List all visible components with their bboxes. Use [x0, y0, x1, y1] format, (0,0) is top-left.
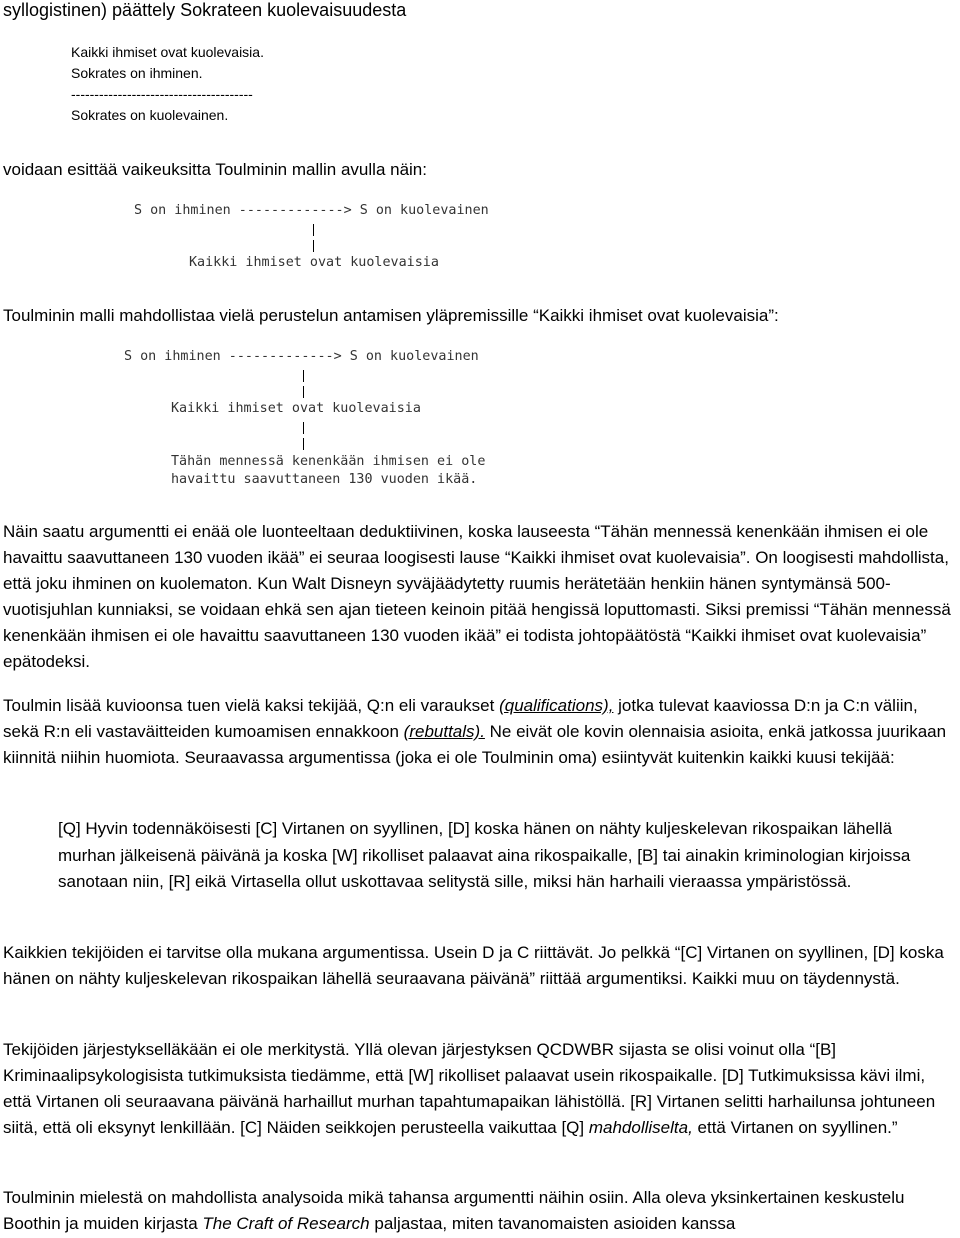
syllogism-separator: ---------------------------------------: [71, 86, 253, 102]
diagram2-connector-1: [303, 370, 304, 382]
diagram1-connector-2: [313, 240, 314, 252]
lead-line: syllogistinen) päättely Sokrateen kuolevaisuudesta: [3, 0, 407, 20]
paragraph-qualifications: Toulmin lisää kuvioonsa tuen vielä kaksi tekijää, Q:n eli varaukset (qualifications), jotka tulevat kaaviossa D:n ja C:n väliin, sekä R:n eli vastaväitteiden kumoamisen ennakkoon (rebuttals). Ne eivät ole kovin olennaisia asioita, enkä jatkossa juurikaan kiinnitä niihin huomiota. Seuraavassa argumentissa (joka ei ole Toulminin oma) esiintyvät kuitenkin kaikki kuusi tekijää:: [3, 696, 947, 767]
diagram2-data-claim: S on ihminen -------------> S on kuolevainen: [124, 349, 479, 364]
major-premise: Kaikki ihmiset ovat kuolevaisia.: [71, 44, 264, 60]
diagram2-connector-4: [303, 438, 304, 450]
italic-word: mahdolliselta,: [588, 1118, 693, 1137]
diagram2-connector-2: [303, 386, 304, 398]
paragraph-order: Tekijöiden järjestykselläkään ei ole merkitystä. Yllä olevan järjestyksen QCDWBR sijasta se olisi voinut olla “[B] Kriminaalipsykologisista tutkimuksista tiedämme, että [W] rikolliset palaavat usein rikospaikalle. [D] Tutkimuksissa kävi ilmi, että Virtanen oli seuraavana päivänä harhaillut murhan tapahtumapaikan lähistöllä. [R] Virtanen selitti harhailunsa johtuneen siitä, että oli eksynyt lenkillään. [C] Näiden seikkojen perusteella vaikuttaa [Q] mahdolliselta, että Virtanen on syyllinen.”: [3, 1040, 936, 1137]
syllogism: [71, 42, 264, 126]
diagram2-backing-line-1: Tähän mennessä kenenkään ihmisen ei ole: [171, 454, 486, 469]
example-argument: [Q] Hyvin todennäköisesti [C] Virtanen on syyllinen, [D] koska hänen on nähty kuljeskelevan rikospaikan lähellä murhan jälkeisenä päivänä ja koska [W] rikolliset palaavat aina rikospaikalle, [B] tai ainakin kriminologian kirjoissa sanotaan niin, [R] eikä Virtasella ollut uskottavaa selitystä sille, miksi hän harhaili vieraassa ympäristössä.: [58, 819, 911, 891]
rebuttals-term: (rebuttals).: [403, 722, 485, 741]
diagram2-connector-3: [303, 422, 304, 434]
diagram1-connector-1: [313, 224, 314, 236]
minor-premise: Sokrates on ihminen.: [71, 65, 203, 81]
qualifications-term: (qualifications),: [499, 696, 614, 715]
paragraph-deduction: Näin saatu argumentti ei enää ole luonteeltaan deduktiivinen, koska lauseesta “Tähän mennessä kenenkään ihmisen ei ole havaittu saavuttaneen 130 vuoden ikää” ei seuraa loogisesti lause “Kaikki ihmiset ovat kuolevaisia”. On loogisesti mahdollista, että joku ihminen on kuolematon. Kun Walt Disneyn syväjäädytetty ruumis herätetään henkiin hänen syntymänsä 500-vuotisjuhlan kunniaksi, se voidaan ehkä sen ajan tieteen keinoin pitää hengissä loputtomasti. Siksi premissi “Tähän mennessä kenenkään ihmisen ei ole havaittu saavuttaneen 130 vuoden ikää” ei todista johtopäätöstä “Kaikki ihmiset ovat kuolevaisia” epätodeksi.: [3, 522, 951, 671]
book-title: The Craft of Research: [202, 1214, 370, 1233]
diagram1-data-claim: S on ihminen -------------> S on kuolevainen: [134, 203, 489, 218]
diagram2-backing-line-2: havaittu saavuttaneen 130 vuoden ikää.: [171, 472, 478, 487]
intro-paragraph-1: voidaan esittää vaikeuksitta Toulminin mallin avulla näin:: [3, 160, 427, 179]
diagram2-warrant: Kaikki ihmiset ovat kuolevaisia: [171, 401, 421, 416]
paragraph-factors: Kaikkien tekijöiden ei tarvitse olla mukana argumentissa. Usein D ja C riittävät. Jo pelkkä “[C] Virtanen on syyllinen, [D] koska hänen on nähty kuljeskelevan rikospaikan lähellä seuraavana päivänä” riittää argumentiksi. Kaikki muu on täydennystä.: [3, 943, 944, 988]
syllogism-conclusion: Sokrates on kuolevainen.: [71, 107, 229, 123]
intro-paragraph-2: Toulminin malli mahdollistaa vielä perustelun antamisen yläpremissille “Kaikki ihmiset ovat kuolevaisia”:: [3, 306, 779, 325]
diagram1-warrant: Kaikki ihmiset ovat kuolevaisia: [189, 255, 439, 270]
paragraph-analysis: Toulminin mielestä on mahdollista analysoida mikä tahansa argumentti näihin osiin. Alla oleva yksinkertainen keskustelu Boothin ja muiden kirjasta The Craft of Research paljastaa, miten tavanomaisten asioiden kanssa: [3, 1188, 905, 1233]
